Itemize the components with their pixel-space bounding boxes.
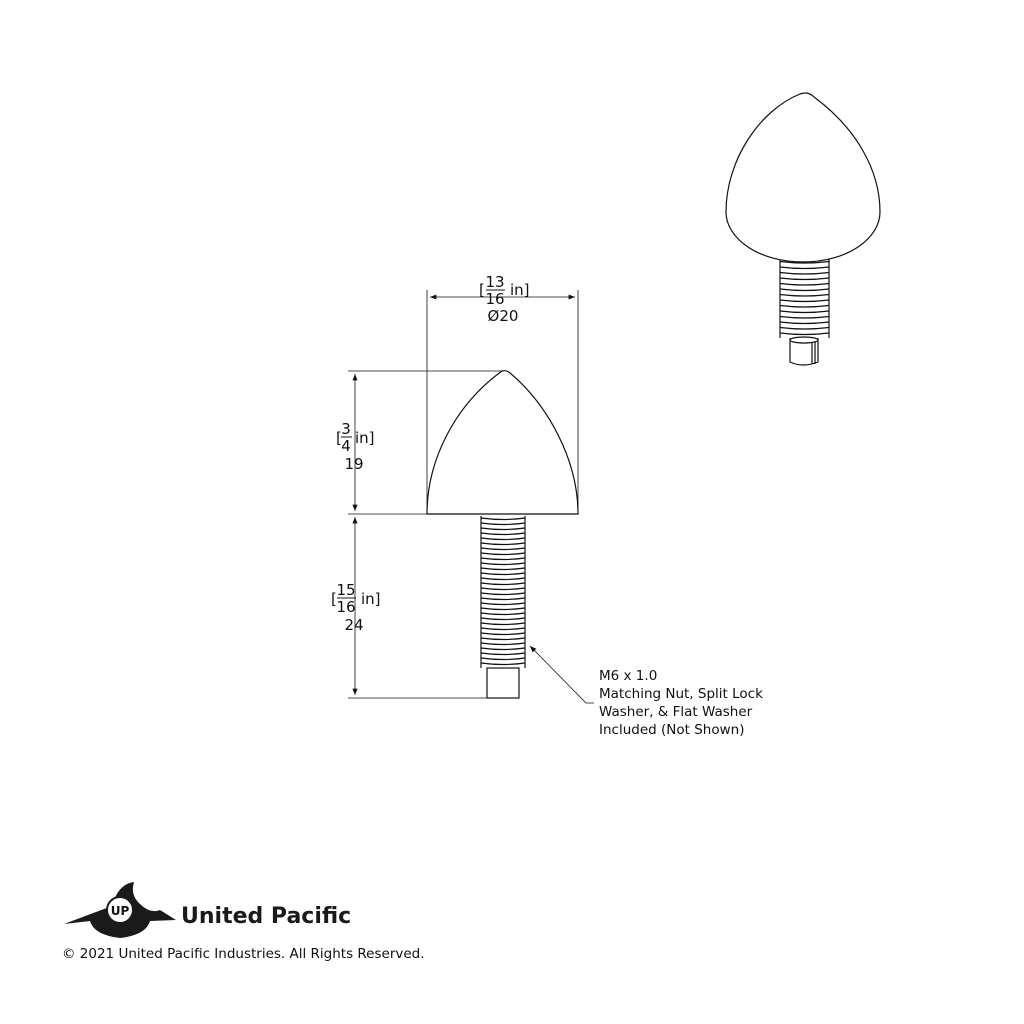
thread-ridge: [481, 663, 525, 665]
svg-text:24: 24: [344, 616, 364, 634]
iso-bullet-head: [726, 93, 880, 262]
stud-length-dimension-label: [331, 581, 381, 634]
svg-text:[: [: [331, 590, 337, 608]
hardware-note: [599, 668, 763, 738]
thread-ridge: [481, 523, 525, 525]
thread-ridge: [481, 623, 525, 625]
thread-ridge: [481, 548, 525, 550]
thread-ridge: [481, 658, 525, 660]
thread-ridge: [481, 528, 525, 530]
thread-ridge: [481, 533, 525, 535]
thread-ridge: [481, 593, 525, 595]
svg-text:Washer, & Flat Washer: Washer, & Flat Washer: [599, 704, 753, 720]
width-dimension-label: [479, 273, 530, 325]
note-leader-line: [530, 646, 594, 703]
svg-text:19: 19: [344, 455, 364, 473]
thread-ridge: [481, 648, 525, 650]
svg-text:3: 3: [341, 420, 351, 438]
thread-ridge: [780, 284, 829, 286]
thread-ridge: [780, 322, 829, 324]
thread-ridge: [780, 278, 829, 280]
thread-ridge: [481, 638, 525, 640]
svg-text:Ø20: Ø20: [487, 307, 519, 325]
thread-ridge: [780, 328, 829, 330]
svg-text:Included (Not Shown): Included (Not Shown): [599, 722, 745, 738]
front-view-part: [427, 371, 578, 698]
thread-ridge: [481, 653, 525, 655]
thread-ridge: [481, 618, 525, 620]
thread-ridge: [481, 538, 525, 540]
copyright-text: © 2021 United Pacific Industries. All Rights Reserved.: [62, 946, 425, 962]
svg-text:Matching Nut, Split Lock: Matching Nut, Split Lock: [599, 686, 763, 702]
thread-ridge: [481, 608, 525, 610]
svg-text:15: 15: [336, 581, 356, 599]
thread-ridge: [481, 553, 525, 555]
thread-ridge: [780, 306, 829, 308]
thread-ridge: [481, 518, 525, 520]
svg-text:in]: in]: [355, 429, 375, 447]
thread-ridge: [780, 311, 829, 313]
svg-text:[: [: [479, 281, 485, 299]
svg-text:UP: UP: [110, 904, 130, 918]
thread-ridge: [780, 289, 829, 291]
thread-ridge: [481, 568, 525, 570]
svg-text:16: 16: [336, 598, 356, 616]
svg-text:16: 16: [485, 290, 505, 308]
thread-ridge: [780, 273, 829, 275]
threaded-stud: [481, 518, 525, 665]
iso-threaded-stud: [780, 256, 829, 335]
thread-ridge: [780, 295, 829, 297]
thread-ridge: [481, 603, 525, 605]
isometric-view-part: [726, 93, 880, 365]
thread-ridge: [481, 628, 525, 630]
svg-text:[: [: [336, 429, 342, 447]
stud-tip: [487, 668, 519, 698]
svg-text:in]: in]: [510, 281, 530, 299]
thread-ridge: [481, 633, 525, 635]
thread-ridge: [780, 333, 829, 335]
bullet-head: [427, 371, 578, 514]
thread-ridge: [481, 578, 525, 580]
thread-ridge: [481, 563, 525, 565]
thread-ridge: [481, 573, 525, 575]
svg-text:13: 13: [485, 273, 505, 291]
united-pacific-logo: [64, 882, 351, 938]
svg-text:in]: in]: [361, 590, 381, 608]
thread-ridge: [481, 598, 525, 600]
thread-ridge: [481, 588, 525, 590]
svg-text:4: 4: [341, 437, 351, 455]
thread-ridge: [481, 543, 525, 545]
svg-text:M6 x 1.0: M6 x 1.0: [599, 668, 658, 684]
thread-ridge: [481, 643, 525, 645]
thread-ridge: [481, 583, 525, 585]
thread-ridge: [481, 558, 525, 560]
thread-ridge: [780, 317, 829, 319]
thread-ridge: [481, 613, 525, 615]
thread-ridge: [780, 300, 829, 302]
brand-name: United Pacific: [181, 904, 352, 929]
thread-ridge: [780, 267, 829, 269]
